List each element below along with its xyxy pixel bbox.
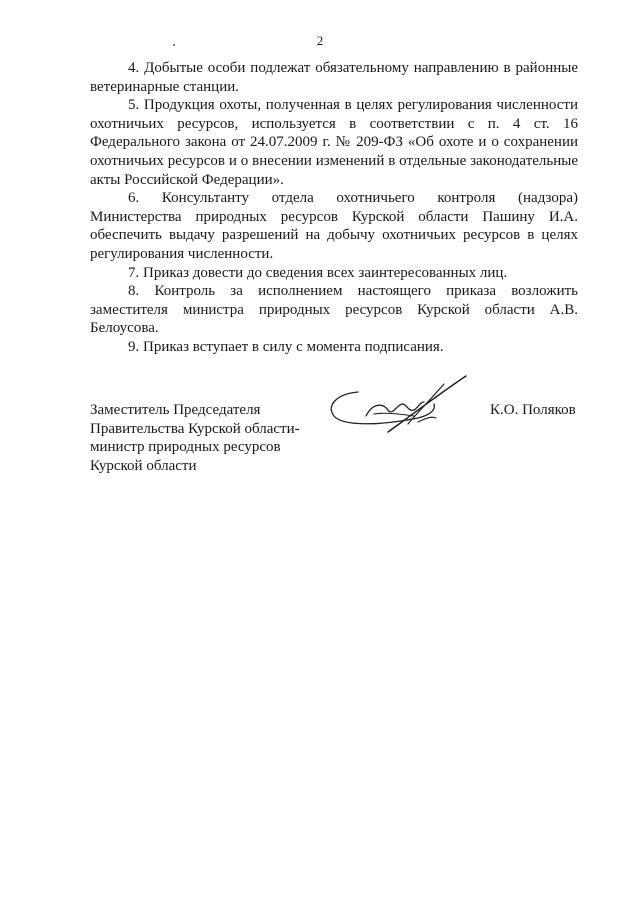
position-line: Заместитель Председателя	[90, 402, 261, 418]
position-line: Правительства Курской области-	[90, 420, 300, 437]
page-number: 2	[316, 33, 324, 48]
position-line: Курской области	[90, 457, 197, 474]
paragraph-7: 7. Приказ довести до сведения всех заинтересованных лиц.	[128, 264, 508, 281]
paragraph-6: 6. Консультанту отдела охотничьего контроля (надзора) Министерства природных ресурсов Курской области Пашину И.А. обеспечить выдачу разрешений на добычу охотничьих ресурсов в целях регулирования численности.	[90, 190, 578, 262]
paragraph-8: 8. Контроль за исполнением настоящего приказа возложить заместителя министра природных ресурсов Курской области А.В. Белоусова.	[90, 283, 578, 337]
signer-name: К.О. Поляков	[490, 402, 576, 418]
signatory-position	[90, 401, 350, 475]
scan-speck	[173, 44, 175, 46]
document-body	[90, 59, 578, 357]
paragraph-4: 4. Добытые особи подлежат обязательному направлению в районные ветеринарные станции.	[90, 60, 578, 95]
paragraph-9: 9. Приказ вступает в силу с момента подписания.	[128, 338, 444, 355]
handwritten-signature	[318, 372, 478, 442]
paragraph-5: 5. Продукция охоты, полученная в целях регулирования численности охотничьих ресурсов, используется в соответствии с п. 4 ст. 16 Федерального закона от 24.07.2009 г. № 209-ФЗ «Об охоте и о сохранении охотничьих ресурсов и о внесении изменений в отдельные законодательные акты Российской Федерации».	[90, 97, 578, 188]
position-line: министр природных ресурсов	[90, 439, 281, 456]
